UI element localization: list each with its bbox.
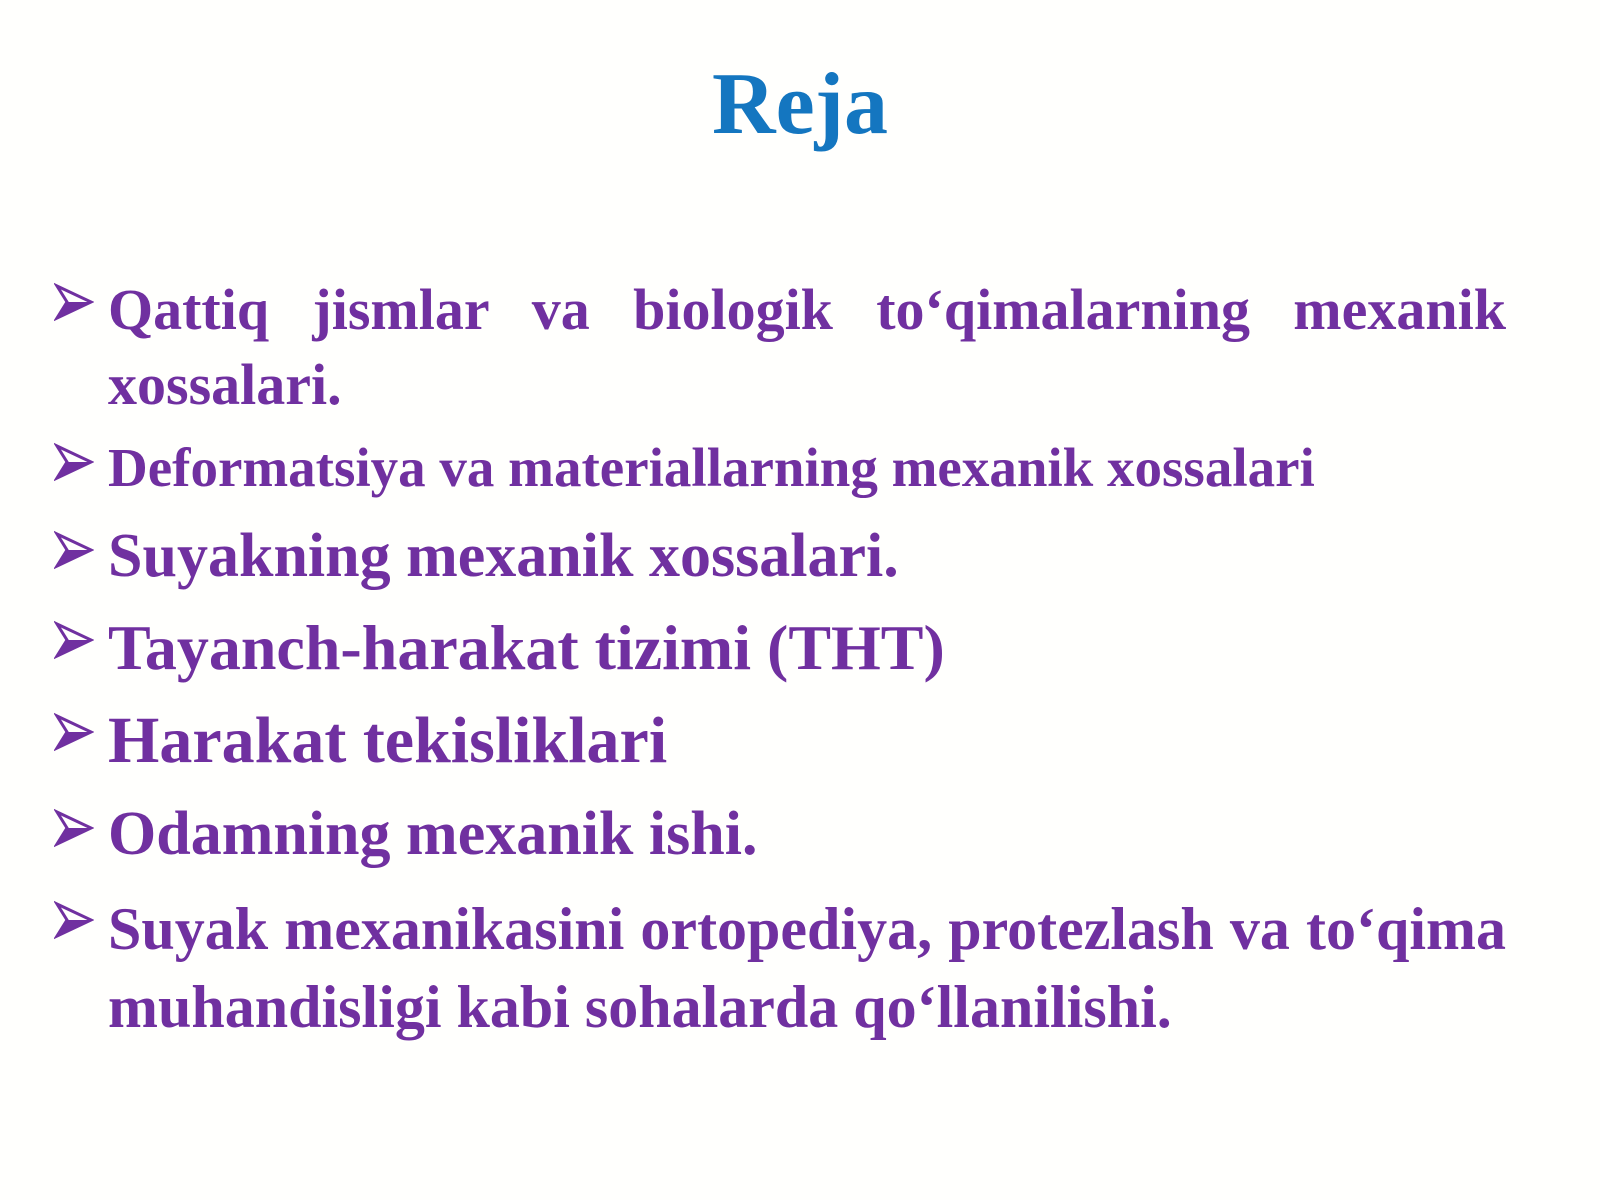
bullet-text: Suyak mexanikasini ortopediya, protezlash va to‘qima muhandisligi kabi sohalarda qo‘llanilishi.: [108, 896, 1506, 1040]
arrow-bullet-icon: [54, 712, 94, 752]
bullet-text: Harakat tekisliklari: [108, 704, 668, 777]
bullet-text: Deformatsiya va materiallarning mexanik xossalari: [108, 437, 1315, 498]
arrow-bullet-icon: [54, 282, 94, 322]
arrow-bullet-icon: [54, 620, 94, 660]
bullet-text: Odamning mexanik ishi.: [108, 800, 758, 868]
bullet-text: Suyakning mexanik xossalari.: [108, 522, 899, 590]
slide-title: Reja: [712, 56, 888, 153]
bullet-text: Qattiq jismlar va biologik to‘qimalarning mexanik xossalari.: [108, 277, 1506, 418]
arrow-bullet-icon: [54, 900, 94, 940]
arrow-bullet-icon: [54, 808, 94, 848]
bullet-text: Tayanch-harakat tizimi (THT): [108, 612, 945, 683]
arrow-bullet-icon: [54, 442, 94, 482]
arrow-bullet-icon: [54, 530, 94, 570]
